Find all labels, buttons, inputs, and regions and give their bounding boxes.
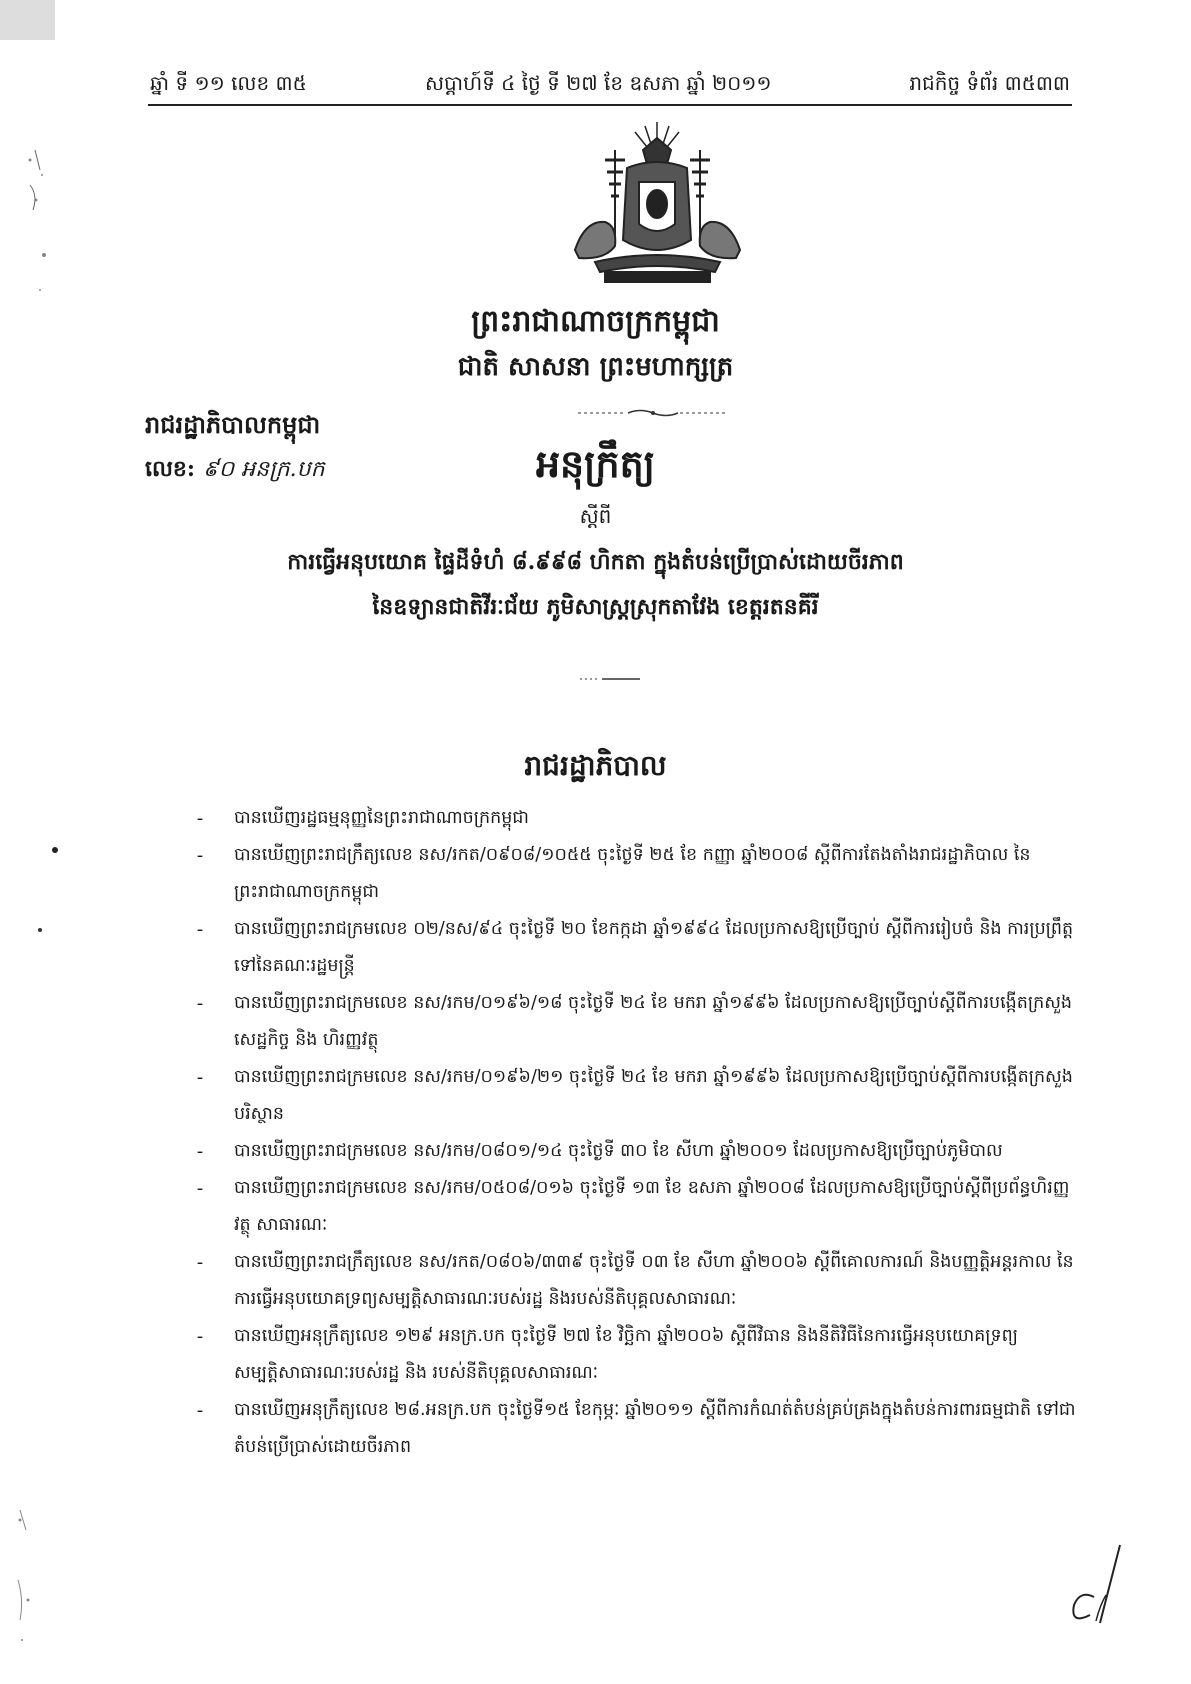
document-type: អនុក្រឹត្យ [535,441,656,486]
preamble-item [190,1170,1080,1244]
subject-line-2: នៃឧទ្យានជាតិវីរៈជ័យ ភូមិសាស្ត្រស្រុកតាវែង ខេត្តរតនគីរី [372,594,819,620]
subject-line-1: ការធ្វើអនុបយោគ ផ្ទៃដីទំហំ ៨.៩៩៨ ហិកតា ក្នុងតំបន់ប្រើប្រាស់ដោយចីរភាព [287,549,904,575]
dash-bullet-icon: - [196,1141,204,1162]
ornament-divider-icon [578,408,728,418]
preamble-item [190,1059,1080,1133]
gazette-page-number: រាជកិច្ច ទំព័រ ៣៥៣៣ [909,71,1070,95]
dash-bullet-icon: - [196,919,204,940]
national-motto: ជាតិ សាសនា ព្រះមហាក្សត្រ [457,352,734,382]
dash-bullet-icon: - [196,993,204,1014]
preamble-item [190,1133,1080,1170]
preamble-item [190,1244,1080,1318]
dash-bullet-icon: - [196,845,204,866]
preamble-item [190,837,1080,911]
preamble-item-text: បានឃើញព្រះរាជក្រមលេខ នស/រកម/០១៩៦/២១ ចុះថ្ងៃទី ២៤ ខែ មករា ឆ្នាំ១៩៩៦ ដែលប្រកាសឱ្យប្រើច្បាប់ស្តីពីការបង្កើតក្រសួងបរិស្ថាន [234,1067,1073,1124]
gazette-issue-number: ឆ្នាំ ទី ១១ លេខ ៣៥ [150,71,307,95]
gazette-date: សប្តាហ៍ទី ៤ ថ្ងៃ ទី ២៧ ខែ ឧសភា ឆ្នាំ ២០១១ [425,71,772,95]
issuing-government: រាជរដ្ឋាភិបាលកម្ពុជា [145,410,321,439]
preamble-item-text: បានឃើញព្រះរាជក្រមលេខ ០២/នស/៩៤ ចុះថ្ងៃទី ២០ ខែកក្កដា ឆ្នាំ១៩៩៤ ដែលប្រកាសឱ្យប្រើច្បាប់ ស្តីពីការរៀបចំ និង ការប្រព្រឹត្តទៅនៃគណៈរដ្ឋមន្ត្រី [234,919,1074,976]
dash-bullet-icon: - [196,1400,204,1421]
concerning-label: ស្តីពី [579,504,612,528]
preamble-item [190,1392,1080,1466]
preamble-item-text: បានឃើញព្រះរាជក្រឹត្យលេខ នស/រកត/០៨០៦/៣៣៩ ចុះថ្ងៃទី ០៣ ខែ សីហា ឆ្នាំ២០០៦ ស្តីពីគោលការណ៍ និងបញ្ញត្តិអន្តរកាល នៃការធ្វើអនុបយោគទ្រព្យសម្បត្តិសាធារណៈរបស់រដ្ឋ និងរបស់នីតិបុគ្គលសាធារណៈ [234,1252,1074,1309]
royal-arms-emblem-icon [565,120,750,285]
preamble-item-text: បានឃើញព្រះរាជក្រមលេខ នស/រកម/០១៩៦/១៨ ចុះថ្ងៃទី ២៤ ខែ មករា ឆ្នាំ១៩៩៦ ដែលប្រកាសឱ្យប្រើច្បាប់ស្តីពីការបង្កើតក្រសួងសេដ្ឋកិច្ច និង ហិរញ្ញវត្ថុ [234,993,1072,1050]
reference-number-label: លេខ: [145,456,196,482]
small-ornament-icon [580,676,640,682]
preamble-item [190,1318,1080,1392]
preamble-item-text: បានឃើញព្រះរាជក្រឹត្យលេខ នស/រកត/០៩០៨/១០៥៥ ចុះថ្ងៃទី ២៥ ខែ កញ្ញា ឆ្នាំ២០០៨ ស្តីពីការតែងតាំងរាជរដ្ឋាភិបាល នៃព្រះរាជាណាចក្រកម្ពុជា [234,845,1031,902]
preamble-item [190,911,1080,985]
preamble-item [190,800,1080,837]
issuing-authority: រាជរដ្ឋាភិបាល [524,749,667,782]
dash-bullet-icon: - [196,1067,204,1088]
preamble-item-text: បានឃើញរដ្ឋធម្មនុញ្ញនៃព្រះរាជាណាចក្រកម្ពុជា [234,808,529,828]
preamble-item-text: បានឃើញព្រះរាជក្រមលេខ នស/រកម/០៥០៨/០១៦ ចុះថ្ងៃទី ១៣ ខែ ឧសភា ឆ្នាំ២០០៨ ដែលប្រកាសឱ្យប្រើច្បាប់ស្តីពីប្រព័ន្ធហិរញ្ញវត្ថុ សាធារណៈ [234,1178,1070,1235]
reference-number-value: ៩០ អនក្រ.បក [203,457,325,482]
header-divider [148,104,1072,106]
initial-signature-icon [1060,1535,1140,1635]
dash-bullet-icon: - [196,1252,204,1273]
dash-bullet-icon: - [196,808,204,829]
preamble-item-text: បានឃើញអនុក្រឹត្យលេខ ១២៩ អនក្រ.បក ចុះថ្ងៃទី ២៧ ខែ វិច្ឆិកា ឆ្នាំ២០០៦ ស្តីពីវិធាន និងនីតិវិធីនៃការធ្វើអនុបយោគទ្រព្យសម្បត្តិសាធារណៈរបស់រដ្ឋ និង របស់នីតិបុគ្គលសាធារណៈ [234,1326,1018,1383]
dash-bullet-icon: - [196,1326,204,1347]
kingdom-name: ព្រះរាជាណាចក្រកម្ពុជា [471,304,720,339]
preamble-list [190,800,1080,1466]
preamble-item [190,985,1080,1059]
preamble-item-text: បានឃើញអនុក្រឹត្យលេខ ២៨.អនក្រ.បក ចុះថ្ងៃទី១៥ ខែកុម្ភៈ ឆ្នាំ២០១១ ស្តីពីការកំណត់តំបន់គ្រប់គ្រងក្នុងតំបន់ការពារធម្មជាតិ ទៅជាតំបន់ប្រើប្រាស់ដោយចីរភាព [234,1400,1076,1457]
dash-bullet-icon: - [196,1178,204,1199]
preamble-item-text: បានឃើញព្រះរាជក្រមលេខ នស/រកម/០៨០១/១៤ ចុះថ្ងៃទី ៣០ ខែ សីហា ឆ្នាំ២០០១ ដែលប្រកាសឱ្យប្រើច្បាប់ភូមិបាល [234,1141,1003,1161]
